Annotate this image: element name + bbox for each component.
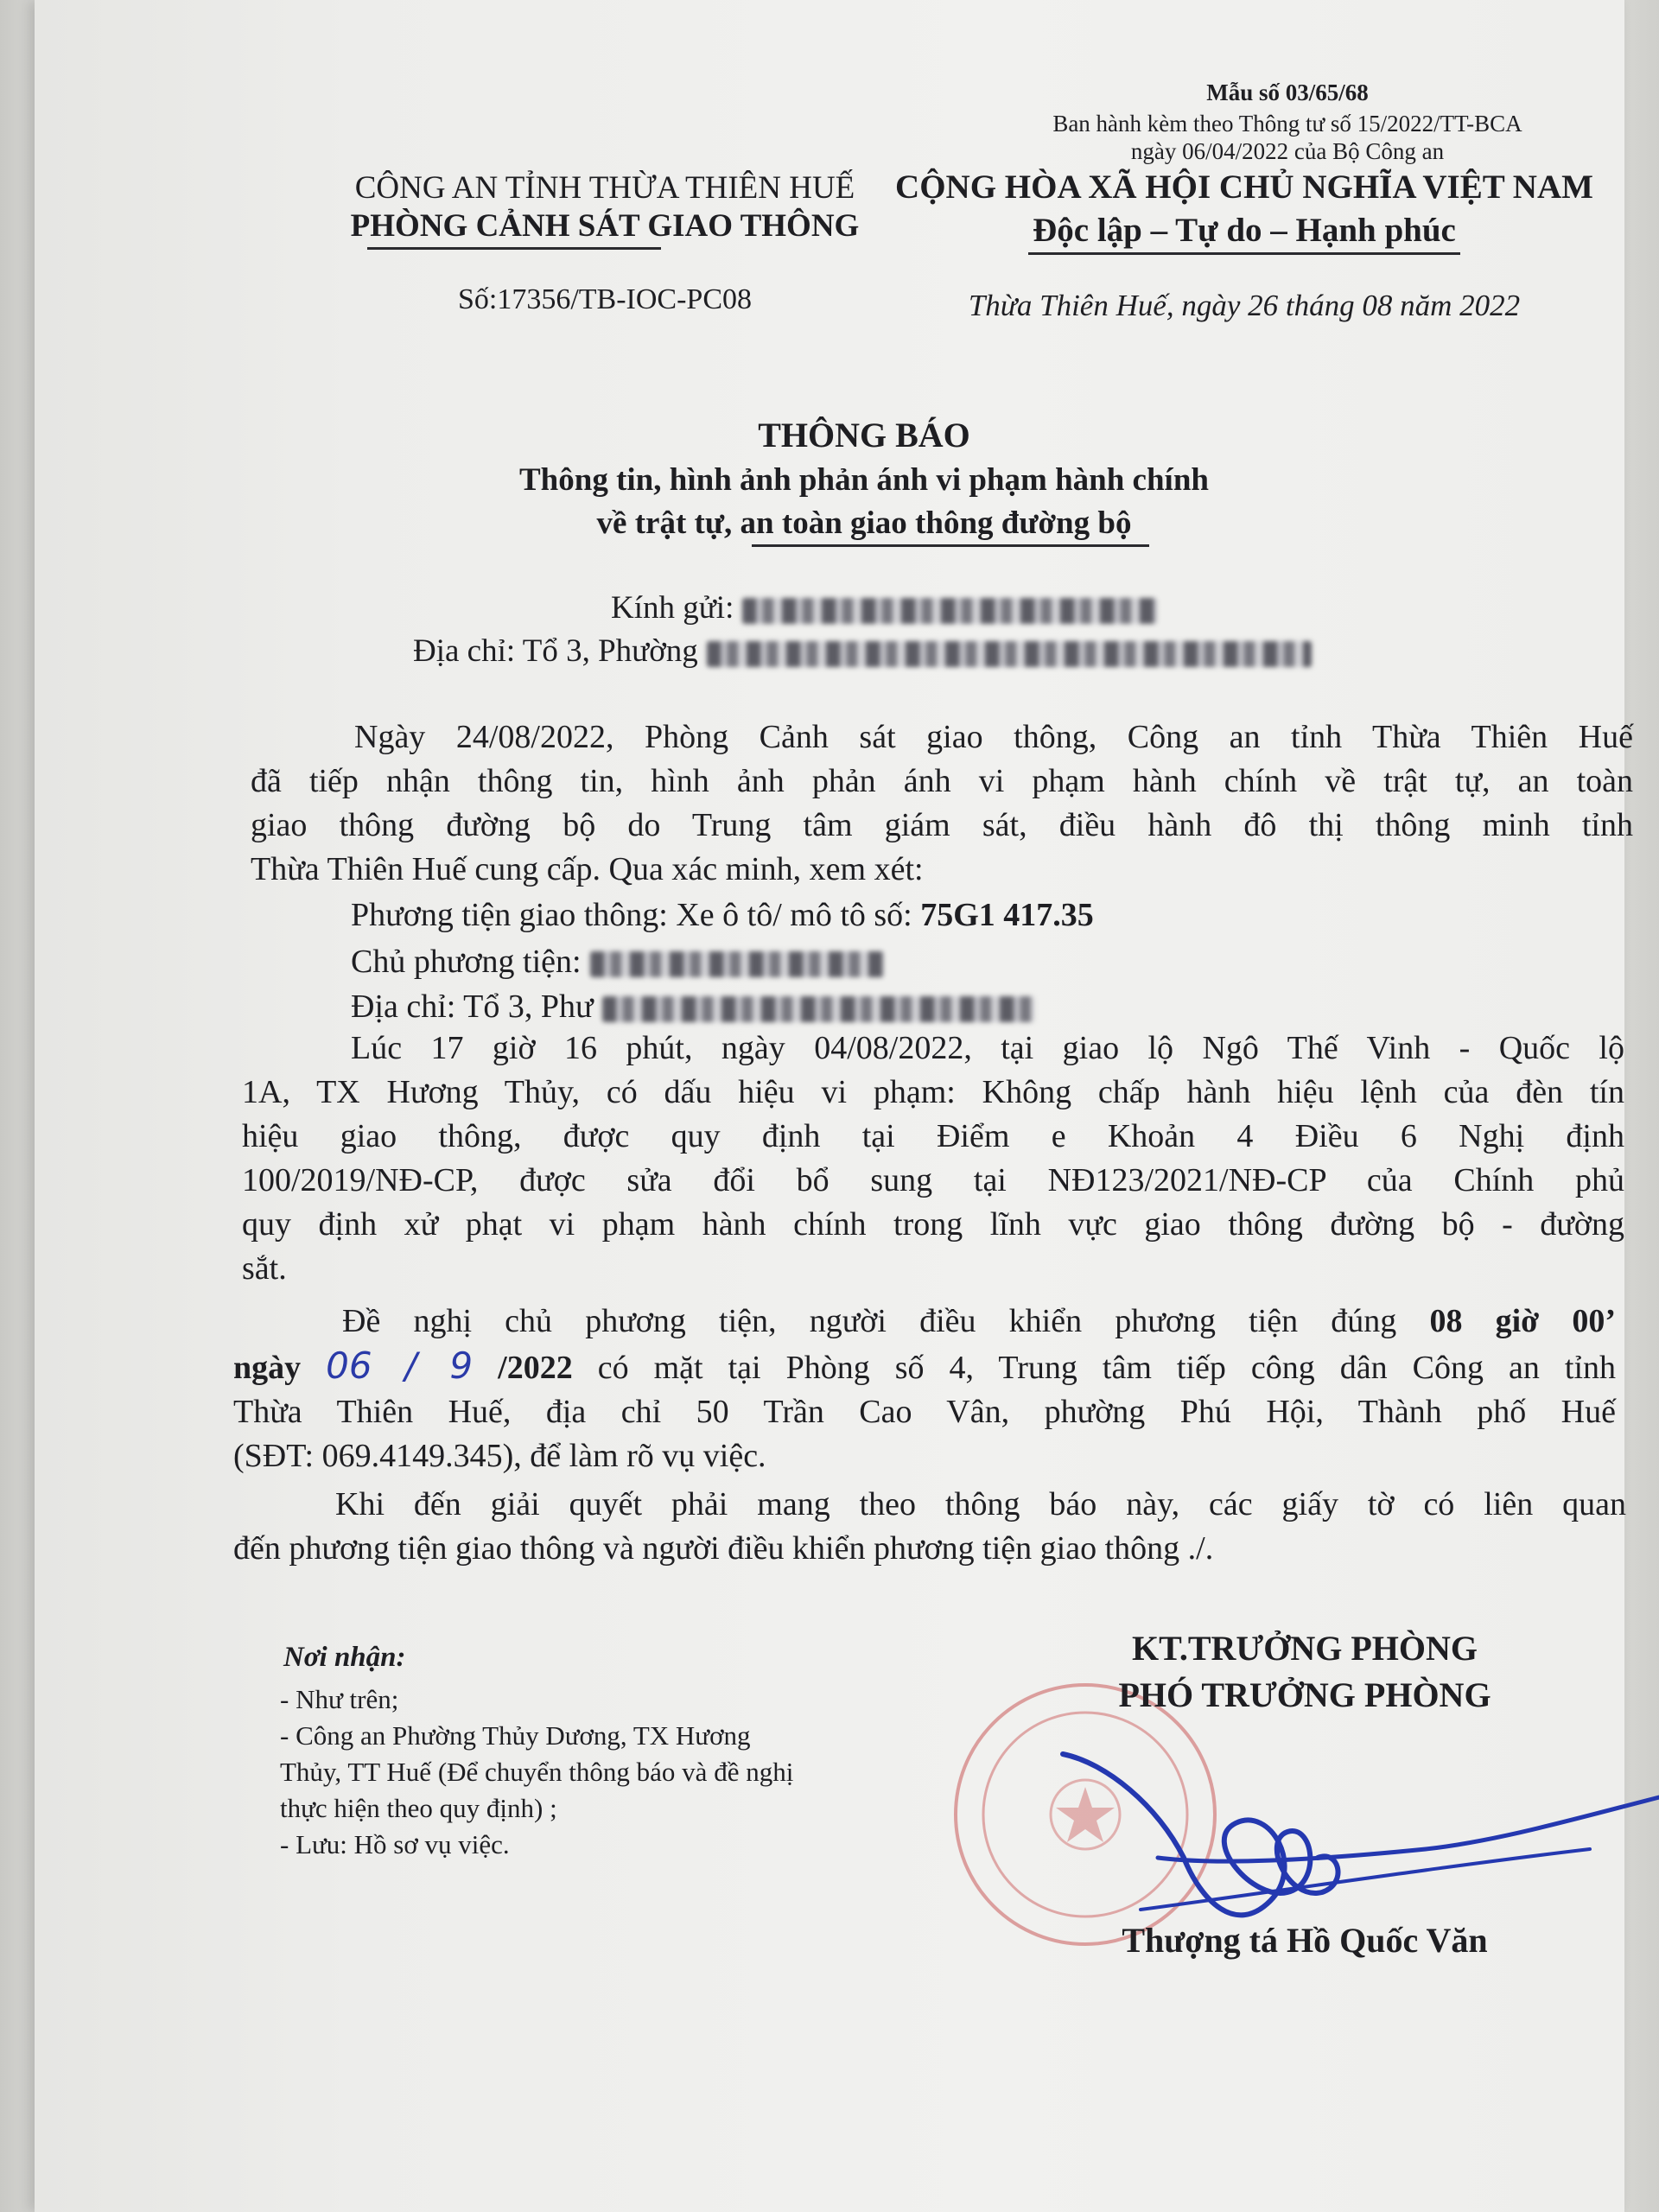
motto-underline bbox=[1028, 252, 1460, 255]
paragraph-line: Thừa Thiên Huế cung cấp. Qua xác minh, xem xét: bbox=[251, 851, 924, 887]
recipient-address-line bbox=[413, 632, 1312, 670]
vehicle-label: Phương tiện giao thông: Xe ô tô/ mô tô số: bbox=[351, 897, 912, 933]
org-underline bbox=[367, 247, 661, 250]
paragraph-line: (SĐT: 069.4149.345), để làm rõ vụ việc. bbox=[233, 1438, 766, 1474]
form-issued-with: Ban hành kèm theo Thông tư số 15/2022/TT-BCA bbox=[1052, 111, 1522, 137]
paragraph-violation bbox=[242, 1027, 1624, 1291]
recipients-item: - Lưu: Hồ sơ vụ việc. bbox=[280, 1829, 510, 1859]
document-number: Số:17356/TB-IOC-PC08 bbox=[457, 283, 753, 315]
paragraph-line: giao thông đường bộ do Trung tâm giám sát, điều hành đô thị thông minh tỉnh bbox=[251, 807, 1633, 843]
handwritten-signature bbox=[1054, 1728, 1659, 1953]
notice-document bbox=[35, 0, 1633, 2212]
summons-year: /2022 bbox=[498, 1350, 573, 1386]
paragraph-summons bbox=[233, 1300, 1616, 1478]
document-subtitle-line1: Thông tin, hình ảnh phản ánh vi phạm hành chính bbox=[519, 462, 1209, 498]
recipient-line bbox=[611, 589, 1157, 626]
summons-line1 bbox=[233, 1300, 1616, 1344]
recipient-address-label: Địa chỉ: Tổ 3, Phường bbox=[413, 633, 698, 669]
vehicle-plate: 75G1 417.35 bbox=[920, 897, 1094, 933]
recipients-item: - Công an Phường Thủy Dương, TX Hương bbox=[280, 1720, 751, 1751]
redacted-address bbox=[707, 641, 1312, 667]
document-subtitle-line2: về trật tự, an toàn giao thông đường bộ bbox=[596, 505, 1132, 541]
paragraph-line: đã tiếp nhận thông tin, hình ảnh phản ánh vi phạm hành chính về trật tự, an toàn bbox=[251, 763, 1633, 799]
recipients-item: Thủy, TT Huế (Để chuyển thông báo và đề nghị bbox=[280, 1757, 794, 1787]
summons-time: 08 giờ 00’ bbox=[1429, 1303, 1617, 1339]
owner-address-label: Địa chỉ: Tổ 3, Phư bbox=[351, 988, 594, 1025]
national-motto: Độc lập – Tự do – Hạnh phúc bbox=[1033, 212, 1456, 249]
paragraph-line: 1A, TX Hương Thủy, có dấu hiệu vi phạm: Không chấp hành hiệu lệnh của đèn tín bbox=[242, 1074, 1624, 1110]
paragraph-line: Ngày 24/08/2022, Phòng Cảnh sát giao thông, Công an tỉnh Thừa Thiên Huế bbox=[354, 719, 1633, 755]
paragraph-line: Khi đến giải quyết phải mang theo thông báo này, các giấy tờ có liên quan bbox=[335, 1486, 1626, 1522]
recipients-heading: Nơi nhận: bbox=[283, 1642, 406, 1673]
recipients-item: - Như trên; bbox=[280, 1684, 399, 1714]
subtitle-underline bbox=[752, 544, 1149, 547]
paragraph-line: Lúc 17 giờ 16 phút, ngày 04/08/2022, tại giao lộ Ngô Thế Vinh - Quốc lộ bbox=[351, 1030, 1624, 1066]
summons-day-label: ngày bbox=[233, 1350, 302, 1386]
vehicle-line bbox=[351, 893, 1094, 938]
place-and-date: Thừa Thiên Huế, ngày 26 tháng 08 năm 2022 bbox=[968, 289, 1521, 322]
recipients-item: thực hiện theo quy định) ; bbox=[280, 1793, 557, 1823]
signature-title2: PHÓ TRƯỞNG PHÒNG bbox=[1118, 1675, 1491, 1714]
owner-label: Chủ phương tiện: bbox=[351, 944, 582, 980]
form-number: Mẫu số 03/65/68 bbox=[1206, 79, 1369, 105]
summons-text: Đề nghị chủ phương tiện, người điều khiển phương tiện đúng bbox=[342, 1303, 1397, 1339]
paragraph-receipt bbox=[251, 715, 1633, 892]
owner-address-line bbox=[351, 985, 1034, 1029]
paragraph-requirements bbox=[233, 1483, 1626, 1571]
owner-line bbox=[351, 940, 884, 984]
handwritten-date: 06 / 9 bbox=[326, 1344, 474, 1387]
paragraph-line: đến phương tiện giao thông và người điều khiển phương tiện giao thông ./. bbox=[233, 1530, 1214, 1567]
recipients-list bbox=[280, 1681, 793, 1863]
paragraph-line: hiệu giao thông, được quy định tại Điểm e Khoản 4 Điều 6 Nghị định bbox=[242, 1118, 1624, 1154]
org-unit: PHÒNG CẢNH SÁT GIAO THÔNG bbox=[350, 208, 860, 244]
org-parent: CÔNG AN TỈNH THỪA THIÊN HUẾ bbox=[354, 170, 855, 206]
document-title: THÔNG BÁO bbox=[758, 416, 970, 454]
summons-line2 bbox=[233, 1344, 1616, 1390]
form-issued-date: ngày 06/04/2022 của Bộ Công an bbox=[1130, 138, 1445, 164]
recipient-label: Kính gửi: bbox=[611, 590, 734, 626]
paragraph-line: sắt. bbox=[242, 1250, 287, 1287]
paragraph-line: 100/2019/NĐ-CP, được sửa đổi bổ sung tại NĐ123/2021/NĐ-CP của Chính phủ bbox=[242, 1162, 1624, 1198]
redacted-owner bbox=[590, 951, 884, 977]
redacted-name bbox=[742, 598, 1157, 624]
redacted-owner-address bbox=[602, 996, 1034, 1022]
country-name: CỘNG HÒA XÃ HỘI CHỦ NGHĨA VIỆT NAM bbox=[895, 168, 1593, 206]
summons-location: có mặt tại Phòng số 4, Trung tâm tiếp công dân Công an tỉnh bbox=[597, 1350, 1617, 1386]
paragraph-line: Thừa Thiên Huế, địa chỉ 50 Trần Cao Vân, phường Phú Hội, Thành phố Huế bbox=[233, 1394, 1616, 1430]
signer-name: Thượng tá Hồ Quốc Văn bbox=[1122, 1921, 1488, 1960]
signature-title1: KT.TRƯỞNG PHÒNG bbox=[1132, 1629, 1478, 1668]
paragraph-line: quy định xử phạt vi phạm hành chính trong lĩnh vực giao thông đường bộ - đường bbox=[242, 1206, 1624, 1243]
